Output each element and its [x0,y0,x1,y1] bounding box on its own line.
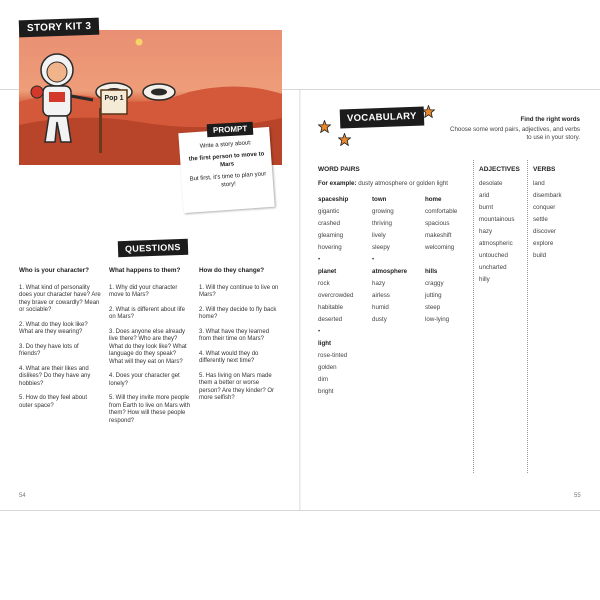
pair-word: jutting [425,292,442,299]
page-number-right: 55 [574,493,581,499]
pair-head: atmosphere [372,268,408,275]
question-column-change [199,267,281,410]
pair-head: light [318,340,332,347]
pair-head: town [372,196,387,203]
vocabulary-table [313,160,581,473]
word-pairs-column-2 [372,194,407,326]
word-pairs-column-1 [318,194,353,398]
questions-title: QUESTIONS [118,239,188,257]
question-item: 4. What would they do differently next time? [199,350,259,364]
spacer [425,254,457,266]
question-item: 5. Will they invite more people from Earth to live on Mars with them? How will these people respond? [109,395,191,424]
pair-word: sleepy [372,244,390,251]
pair-word: spacious [425,220,450,227]
verb-item: land [533,180,545,187]
pair-word: bright [318,388,334,395]
pair-word: hovering [318,244,342,251]
bullet-separator: • [372,256,375,263]
bullet-separator: • [318,328,321,335]
star-icon [422,105,435,118]
question-item: 3. Does anyone else already live there? Who are they? What do they look like? What language do they speak? What will they eat on Mars? [109,328,187,365]
adjectives-heading: ADJECTIVES [479,166,520,173]
question-heading: What happens to them? [109,267,181,274]
question-item: 3. Do they have lots of friends? [19,343,79,357]
verb-item: conquer [533,204,556,211]
pair-word: lively [372,232,386,239]
adjective-item: burnt [479,204,494,211]
adjective-item: hazy [479,228,493,235]
pair-word: welcoming [425,244,455,251]
question-item: 2. What do they look like? What are they wearing? [19,321,88,335]
pair-word: habitable [318,304,344,311]
pair-word: golden [318,364,337,371]
verbs-list [533,178,562,262]
verb-item: build [533,252,547,259]
question-heading: Who is your character? [19,267,89,274]
question-item: 2. What is different about life on Mars? [109,306,185,320]
adjective-item: hilly [479,276,490,283]
example-label: For example: [318,180,357,187]
question-item: 1. What kind of personality does your character have? Are they brave or cowardly? Mean or sociable? [19,284,101,313]
example-text: dusty atmosphere or golden light [358,180,449,187]
adjective-item: atmospheric [479,240,513,247]
question-item: 1. Will they continue to live on Mars? [199,284,279,298]
verb-item: explore [533,240,554,247]
question-column-happens [109,267,191,432]
pair-word: makeshift [425,232,452,239]
prompt-topic: the first person to move to Mars [188,151,265,169]
pair-word: growing [372,208,394,215]
pair-word: craggy [425,280,444,287]
story-kit-title: STORY KIT 3 [19,18,100,38]
column-divider [473,160,474,473]
word-pairs-column-3 [425,194,457,326]
pair-word: rose-tinted [318,352,348,359]
pair-word: humid [372,304,389,311]
adjective-item: desolate [479,180,503,187]
adjective-item: mountainous [479,216,515,223]
verbs-heading: VERBS [533,166,556,173]
pair-head: home [425,196,442,203]
column-divider [527,160,528,473]
verb-item: discover [533,228,557,235]
pair-word: gleaming [318,232,344,239]
prompt-outro: But first, it's time to plan your story! [189,171,267,189]
pair-word: low-lying [425,316,450,323]
question-item: 1. Why did your character move to Mars? [109,284,178,298]
pair-head: planet [318,268,337,275]
pair-word: thriving [372,220,392,227]
pair-word: dim [318,376,328,383]
page-gutter [299,90,301,510]
page-number-left: 54 [19,493,26,499]
pair-word: comfortable [425,208,458,215]
verb-item: settle [533,216,548,223]
pair-word: hazy [372,280,386,287]
pair-word: rock [318,280,330,287]
question-item: 4. Does your character get lonely? [109,373,180,387]
star-icon [338,133,351,146]
pair-head: hills [425,268,438,275]
prompt-card [178,127,274,213]
bullet-separator: • [318,256,321,263]
verb-item: disembark [533,192,562,199]
sign-text: Pop 1 [104,95,124,102]
vocabulary-title: VOCABULARY [340,107,424,129]
find-words-subtitle: Choose some word pairs, adjectives, and verbs to use in your story. [449,126,580,141]
find-words-title: Find the right words [520,116,580,123]
question-heading: How do they change? [199,267,265,274]
question-item: 3. What have they learned from their time on Mars? [199,328,270,342]
question-item: 5. Has living on Mars made them a better or worse person? Are they kinder? Or more selfish? [199,372,275,401]
pair-word: crashed [318,220,341,227]
question-item: 4. What are their likes and dislikes? Do they have any hobbies? [19,365,91,387]
pair-word: deserted [318,316,343,323]
pair-word: steep [425,304,441,311]
adjectives-list [479,178,514,286]
pair-word: dusty [372,316,387,323]
pair-word: airless [372,292,390,299]
question-item: 2. Will they decide to fly back home? [199,306,277,320]
adjective-item: uncharted [479,264,507,271]
pair-word: overcrowded [318,292,354,299]
pair-word: gigantic [318,208,340,215]
word-pairs-example [318,180,448,187]
star-icon [318,120,331,133]
pair-head: spaceship [318,196,349,203]
prompt-tab: PROMPT [207,122,254,137]
prompt-intro: Write a story about: [199,140,252,150]
word-pairs-heading: WORD PAIRS [318,166,360,173]
adjective-item: untouched [479,252,508,259]
adjective-item: arid [479,192,490,199]
question-column-character [19,267,101,417]
question-item: 5. How do they feel about outer space? [19,395,88,409]
